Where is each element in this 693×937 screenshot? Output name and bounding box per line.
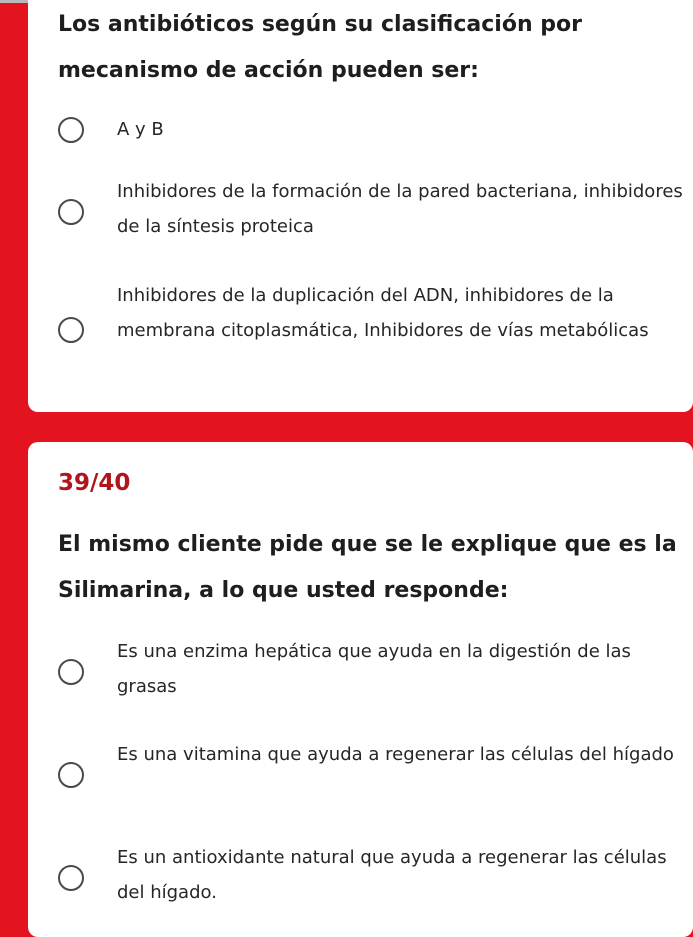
radio-button-icon[interactable] xyxy=(58,865,84,891)
answer-option-label: Inhibidores de la formación de la pared bacteriana, inhibidores de la síntesis proteica xyxy=(117,181,683,237)
radio-button-icon[interactable] xyxy=(58,199,84,225)
question-card-previous xyxy=(28,0,693,412)
radio-button-icon[interactable] xyxy=(58,117,84,143)
answer-option-b[interactable] xyxy=(28,735,693,811)
answer-option-label: Es una enzima hepática que ayuda en la digestión de las grasas xyxy=(117,641,631,697)
question-text: El mismo cliente pide que se le explique que es la Silimarina, a lo que usted responde: xyxy=(58,532,677,603)
answer-option-a[interactable] xyxy=(28,110,693,150)
answer-option-label: Es un antioxidante natural que ayuda a regenerar las células del hígado. xyxy=(117,847,667,903)
answer-option-c[interactable] xyxy=(28,276,693,386)
answer-option-label: Es una vitamina que ayuda a regenerar las células del hígado xyxy=(117,744,674,765)
answer-option-c[interactable] xyxy=(28,838,693,914)
radio-button-icon[interactable] xyxy=(58,762,84,788)
radio-button-icon[interactable] xyxy=(58,659,84,685)
answer-option-label: Inhibidores de la duplicación del ADN, inhibidores de la membrana citoplasmática, Inhibidores de vías metabólicas xyxy=(117,285,649,341)
answer-option-a[interactable] xyxy=(28,632,693,708)
question-text: Los antibióticos según su clasificación por mecanismo de acción pueden ser: xyxy=(58,12,582,83)
radio-button-icon[interactable] xyxy=(58,317,84,343)
question-card-current xyxy=(28,442,693,937)
answer-option-b[interactable] xyxy=(28,172,693,248)
question-counter: 39/40 xyxy=(58,470,131,496)
answer-option-label: A y B xyxy=(117,119,164,140)
